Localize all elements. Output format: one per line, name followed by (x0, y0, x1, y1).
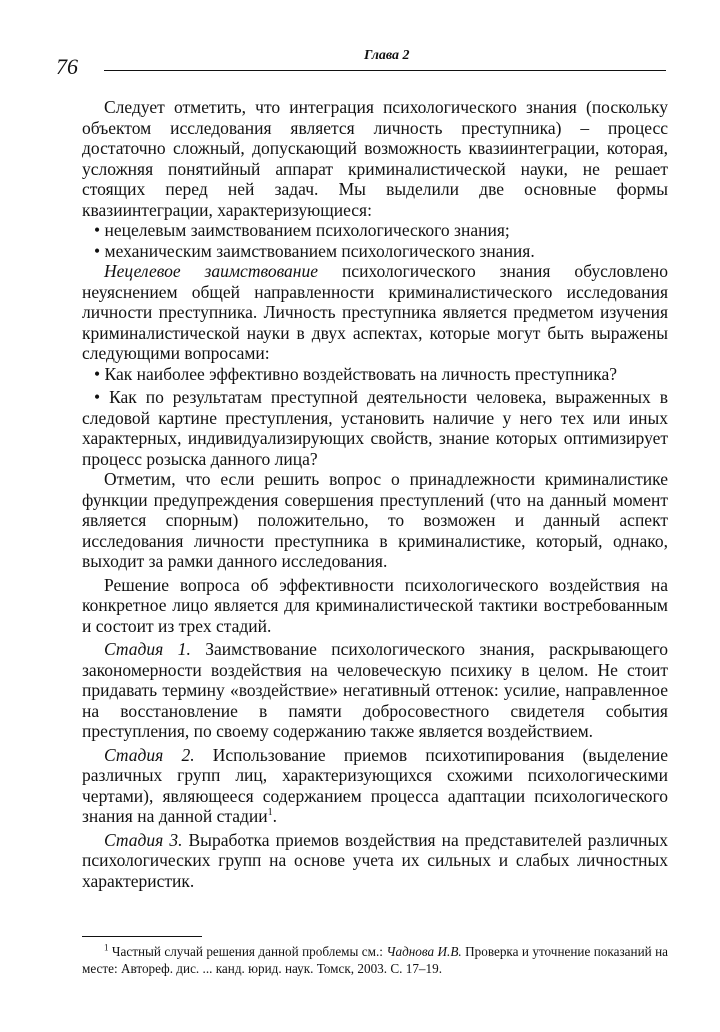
paragraph-text: Выработка приемов воздействия на представителей различных психологических групп на основе учета их сильных и слабых личностных характеристик. (82, 829, 668, 891)
running-header (56, 48, 668, 78)
header-rule (104, 70, 666, 71)
page-number: 76 (56, 54, 78, 79)
body-text (82, 97, 668, 891)
bullet-item: • механическим заимствованием психологического знания. (94, 240, 535, 261)
bullet-item: • нецелевым заимствованием психологического знания; (94, 220, 510, 240)
footnote (82, 943, 668, 977)
stage-paragraph (82, 830, 668, 892)
italic-term: Нецелевое заимствование (104, 261, 319, 281)
footnote-text: Частный случай решения данной проблемы см.: (108, 944, 387, 959)
stage-label: Стадия 2. (104, 744, 195, 765)
paragraph-text: психологического знания обусловлено неуяснением общей направленности криминалистического исследования личности преступника. Личность преступника является предметом изучения криминалистической науки в двух аспектах, которые могут быть выражены следующими вопросами: (82, 261, 668, 363)
question-item: • Как наиболее эффективно воздействовать на личность преступника? (94, 363, 617, 384)
paragraph-intro: Следует отметить, что интеграция психологического знания (поскольку объектом исследования является личность преступника) – процесс достаточно сложный, допускающий возможность квазиинтеграции, которая, усложняя понятийный аппарат криминалистической науки, не решает стоящих перед ней задач. Мы выделили две основные формы квазиинтеграции, характеризующиеся: (82, 97, 668, 220)
paragraph-tail: . (272, 806, 278, 826)
footnote-author: Чаднова И.В. (386, 944, 462, 959)
paragraph (82, 261, 668, 364)
question-item: • Как по результатам преступной деятельности человека, выраженных в следовой картине преступления, установить наличие у него тех или иных характерных, индивидуализирующих свойств, знание которых оптимизирует процесс розыска данного лица? (82, 387, 668, 469)
stage-label: Стадия 1. (104, 639, 191, 659)
paragraph: Решение вопроса об эффективности психологического воздействия на конкретное лицо является для криминалистической тактики востребованным и состоит из трех стадий. (82, 574, 668, 636)
paragraph-text: Заимствование психологического знания, раскрывающего закономерности воздействия на человеческую психику в целом. Не стоит придавать термину «воздействие» негативный оттенок: усилие, направленное на восстановление в памяти добросовестного свидетеля события преступления, по своему содержанию также является воздействием. (82, 639, 669, 741)
footnote-mark: 1 (104, 942, 109, 953)
paragraph-text: Использование приемов психотипирования (выделение различных групп лиц, характеризующихся схожими психологическими чертами), являющееся содержанием процесса адаптации психологического знания на данной стадии (82, 744, 668, 826)
paragraph: Отметим, что если решить вопрос о принадлежности криминалистике функции предупреждения совершения преступлений (что на данный момент является спорным) положительно, то возможен и данный аспект исследования личности преступника в криминалистике, который, однако, выходит за рамки данного исследования. (82, 469, 668, 571)
stage-paragraph (82, 745, 668, 827)
chapter-title: Глава 2 (361, 48, 413, 64)
footnote-ref[interactable]: 1 (267, 807, 273, 819)
stage-paragraph (82, 639, 668, 742)
footnote-source: Проверка и уточнение показаний на месте: Автореф. дис. ... канд. юрид. наук. Томск, 2003. С. 17–19. (82, 944, 669, 976)
footnote-rule (82, 936, 202, 937)
stage-label: Стадия 3. (104, 829, 183, 850)
